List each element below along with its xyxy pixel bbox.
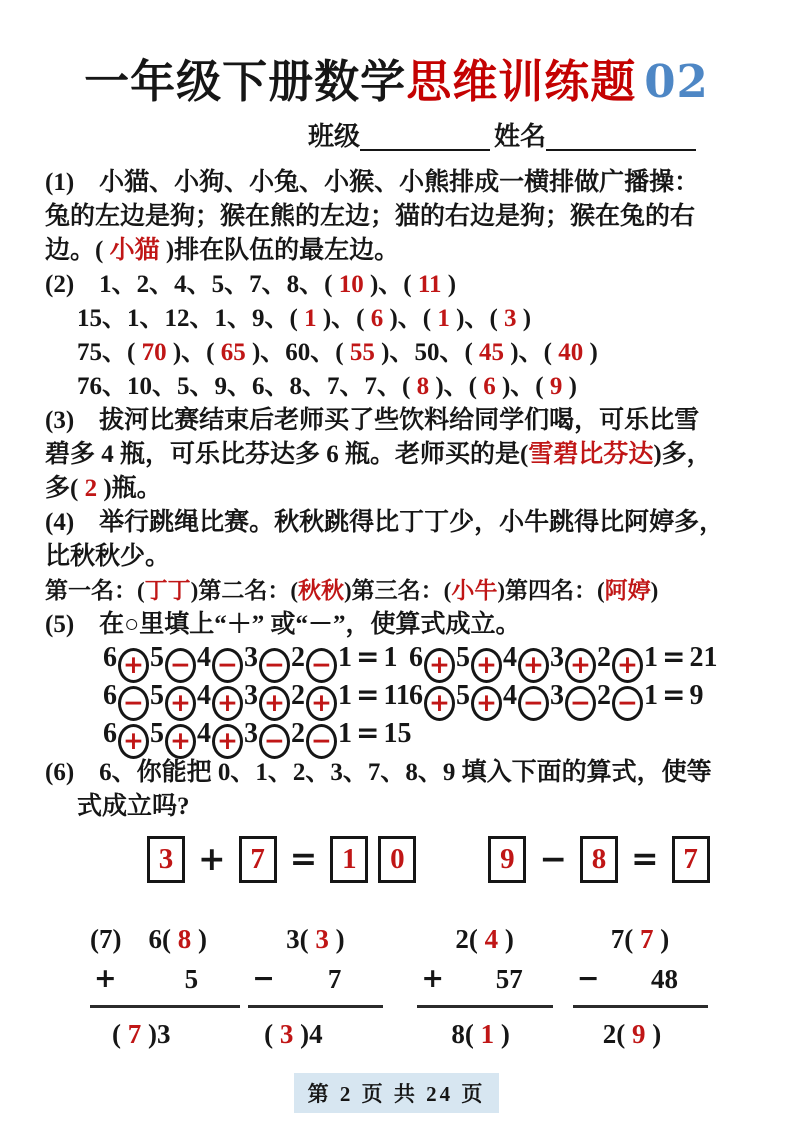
equals-sign: = (356, 677, 380, 711)
equation-number: 6 (103, 641, 117, 673)
answer-box: 0 (378, 836, 416, 883)
static-text: 比秋秋少。 (45, 543, 171, 570)
q6-line-1 (45, 756, 753, 790)
static-text: 碧多 4 瓶，可乐比芬达多 6 瓶。老师买的是( (45, 441, 529, 468)
static-text: ) (191, 924, 207, 954)
operator-sign: − (264, 725, 285, 755)
circled-plus-icon (165, 724, 196, 759)
q2-line-2 (45, 302, 753, 336)
circled-minus-icon (518, 686, 549, 721)
static-text: ) (650, 578, 659, 603)
equation-number: 6 (409, 679, 423, 711)
equation-number: 4 (197, 679, 211, 711)
worksheet-body (45, 166, 753, 1051)
arith-operand: 48 (651, 964, 679, 994)
arith-result-line (573, 1008, 708, 1051)
answer-text: 55 (349, 339, 375, 366)
name-label: 姓名 (494, 122, 547, 151)
answer-box: 1 (330, 836, 368, 883)
static-text: )、( (429, 373, 484, 400)
answer-text: 9 (631, 1019, 646, 1049)
answer-text: 70 (141, 339, 167, 366)
equation-number: 3 (244, 717, 258, 749)
circle-equation (103, 640, 409, 683)
equals-sign: = (289, 839, 318, 878)
static-text: ) (498, 924, 514, 954)
static-text: (2) 1、2、4、5、7、8、( (45, 271, 339, 298)
arith-operator-line (90, 962, 240, 1008)
static-text: (1) 小猫、小狗、小兔、小猴、小熊排成一横排做广播操： (45, 169, 700, 196)
static-text: ) (494, 1019, 510, 1049)
circle-equation (103, 678, 409, 721)
static-text: 2( (455, 924, 485, 954)
answer-text: 阿婷 (604, 578, 651, 603)
static-text: ) (583, 339, 598, 366)
static-text: (4) 举行跳绳比赛。秋秋跳得比丁丁少，小牛跳得比阿婷多， (45, 509, 725, 536)
arith-operand: 7 (327, 964, 342, 994)
static-text: )、( (495, 373, 550, 400)
equation-number: 2 (291, 641, 305, 673)
q5-prompt (45, 608, 753, 642)
q4-line-1 (45, 506, 753, 540)
static-text: )3 (141, 1019, 171, 1049)
equals-sign: = (662, 639, 686, 673)
equation-number: 6 (409, 641, 423, 673)
q2-line-1 (45, 268, 753, 302)
static-text: (3) 拔河比赛结束后老师买了些饮料给同学们喝，可乐比雪 (45, 407, 700, 434)
question-3 (45, 404, 753, 506)
static-text: 7( (610, 924, 640, 954)
circled-plus-icon (118, 724, 149, 759)
operator-sign: + (570, 649, 591, 679)
answer-text: 小牛 (451, 578, 498, 603)
q4-line-3 (45, 574, 753, 608)
equation-number: 1 (644, 679, 658, 711)
page-title (0, 56, 793, 108)
title-red-part: 思维训练题 (406, 57, 637, 107)
arith-operator-line (417, 962, 552, 1008)
q1-line-3 (45, 234, 753, 268)
arith-top-line (573, 922, 708, 956)
arith-operator-line (573, 962, 708, 1008)
operator-sign: − (311, 649, 332, 679)
answer-text: 8 (177, 924, 192, 954)
static-text: )、( (504, 339, 559, 366)
equation-number: 4 (197, 641, 211, 673)
static-text: ) (562, 373, 577, 400)
operator-sign: + (523, 649, 544, 679)
operator-sign: + (170, 725, 191, 755)
equals-sign: = (662, 677, 686, 711)
q5-equation-row-1 (103, 639, 753, 680)
operator-sign: + (217, 725, 238, 755)
circled-minus-icon (612, 686, 643, 721)
operator-sign: + (617, 649, 638, 679)
static-text: ) (653, 924, 670, 954)
equation-number: 2 (291, 679, 305, 711)
q2-line-4 (45, 370, 753, 404)
static-text: )第二名：( (190, 578, 298, 603)
static-text: )、( (449, 305, 505, 332)
equation-number: 5 (150, 679, 164, 711)
answer-text: 6 (370, 305, 384, 332)
equation-number: 21 (689, 641, 718, 673)
equation-number: 2 (597, 641, 611, 673)
operator-sign: − (523, 687, 544, 717)
equation-number: 3 (550, 641, 564, 673)
operator-sign: + (476, 649, 497, 679)
answer-text: 45 (479, 339, 505, 366)
answer-text: 2 (84, 475, 98, 502)
operator-sign: + (217, 687, 238, 717)
static-text: )、( (383, 305, 438, 332)
equation-number: 1 (644, 641, 658, 673)
vertical-arithmetic-column (248, 922, 383, 1051)
answer-text: 10 (338, 271, 364, 298)
static-text: 76、10、5、9、6、8、7、7、( (77, 373, 417, 400)
answer-text: 11 (417, 271, 442, 298)
static-text: 式成立吗? (77, 793, 190, 820)
equation-number: 1 (338, 679, 352, 711)
static-text: )、( (363, 271, 418, 298)
static-text: (6) 6、你能把 0、1、2、3、7、8、9 填入下面的算式，使等 (45, 759, 712, 786)
circled-minus-icon (306, 724, 337, 759)
circled-plus-icon (471, 686, 502, 721)
equation-number: 2 (291, 717, 305, 749)
q3-line-2 (45, 438, 753, 472)
equation-number: 3 (244, 679, 258, 711)
q5-equation-row-2 (103, 677, 753, 718)
plus-sign: + (198, 839, 226, 878)
answer-text: 1 (480, 1019, 495, 1049)
equation-number: 5 (150, 717, 164, 749)
static-text: 75、( (77, 339, 142, 366)
arith-result-line (248, 1008, 383, 1051)
box-equation (147, 836, 416, 883)
static-text: 15、1、12、1、9、( (77, 305, 305, 332)
circle-equation (409, 640, 717, 683)
equation-number: 4 (197, 717, 211, 749)
plus-sign: + (421, 963, 445, 994)
class-blank-field (360, 123, 490, 151)
circled-minus-icon (259, 724, 290, 759)
answer-box: 7 (239, 836, 277, 883)
plus-sign: + (94, 963, 117, 994)
equation-number: 4 (503, 641, 517, 673)
equation-number: 4 (503, 679, 517, 711)
arith-operator-line (248, 962, 383, 1008)
equation-number: 1 (338, 717, 352, 749)
answer-text: 40 (558, 339, 584, 366)
vertical-arithmetic-column (573, 922, 708, 1051)
box-equation (488, 836, 709, 883)
answer-box: 7 (672, 836, 710, 883)
answer-box: 9 (488, 836, 526, 883)
q3-line-3 (45, 472, 753, 506)
arith-result-line (417, 1008, 552, 1051)
static-text: ) (516, 305, 532, 332)
answer-text: 3 (504, 305, 517, 332)
equation-number: 11 (383, 679, 410, 711)
operator-sign: + (429, 687, 450, 717)
equals-sign: = (356, 715, 380, 749)
equation-number: 1 (383, 641, 398, 673)
equals-sign: = (356, 639, 380, 673)
equation-number: 3 (550, 679, 564, 711)
answer-text: 7 (639, 924, 654, 954)
answer-text: 3 (279, 1019, 294, 1049)
arith-top-line (90, 922, 240, 956)
static-text: (7) 6( (90, 924, 178, 954)
circled-plus-icon (212, 724, 243, 759)
q1-line-2 (45, 200, 753, 234)
operator-sign: + (264, 687, 285, 717)
static-text: )、60、( (245, 339, 350, 366)
operator-sign: + (476, 687, 497, 717)
arith-top-line (417, 922, 552, 956)
static-text: 3( (286, 924, 316, 954)
static-text: ( (264, 1019, 280, 1049)
static-text: ( (112, 1019, 128, 1049)
circled-plus-icon (424, 686, 455, 721)
question-2 (45, 268, 753, 404)
operator-sign: − (264, 649, 285, 679)
answer-text: 3 (315, 924, 329, 954)
equation-number: 9 (689, 679, 704, 711)
equation-number: 2 (597, 679, 611, 711)
q1-line-1 (45, 166, 753, 200)
q4-line-2 (45, 540, 753, 574)
static-text: )瓶。 (97, 475, 162, 502)
arith-operand: 5 (184, 964, 199, 994)
operator-sign: + (429, 649, 450, 679)
static-text: )、( (166, 339, 221, 366)
question-4 (45, 506, 753, 608)
static-text: )多， (653, 441, 712, 468)
minus-sign: − (252, 963, 275, 994)
equation-number: 6 (103, 717, 117, 749)
answer-text: 1 (304, 305, 317, 332)
operator-sign: + (311, 687, 332, 717)
static-text: ) (328, 924, 345, 954)
equation-number: 6 (103, 679, 117, 711)
equals-sign: = (630, 839, 659, 878)
answer-text: 8 (416, 373, 430, 400)
static-text: 第一名：( (45, 578, 145, 603)
circled-minus-icon (565, 686, 596, 721)
operator-sign: − (617, 687, 638, 717)
circle-equation (103, 715, 412, 759)
operator-sign: + (123, 725, 144, 755)
answer-text: 4 (484, 924, 499, 954)
operator-sign: + (170, 687, 191, 717)
operator-sign: − (170, 649, 191, 679)
static-text: )、( (316, 305, 371, 332)
static-text: )4 (293, 1019, 323, 1049)
static-text: (5) 在○里填上“＋” 或“－”，使算式成立。 (45, 611, 521, 638)
answer-box: 3 (147, 836, 185, 883)
arith-top-line (248, 922, 383, 956)
equation-number: 5 (456, 641, 470, 673)
operator-sign: − (123, 687, 144, 717)
q6-box-equations-row (147, 832, 753, 886)
equation-number: 3 (244, 641, 258, 673)
answer-text: 丁丁 (144, 578, 191, 603)
equation-number: 5 (150, 641, 164, 673)
static-text: 2( (602, 1019, 632, 1049)
q3-line-1 (45, 404, 753, 438)
static-text: 边。( (45, 237, 110, 264)
title-black-part: 一年级下册数学 (84, 57, 407, 107)
answer-text: 65 (220, 339, 246, 366)
question-1 (45, 166, 753, 268)
vertical-arithmetic-column (90, 922, 240, 1051)
answer-text: 9 (549, 373, 563, 400)
answer-text: 1 (437, 305, 450, 332)
operator-sign: − (570, 687, 591, 717)
equation-number: 1 (338, 641, 352, 673)
operator-sign: + (123, 649, 144, 679)
circle-equation (409, 678, 703, 721)
answer-text: 7 (127, 1019, 142, 1049)
vertical-arithmetic-column (417, 922, 552, 1051)
q6-line-2 (45, 790, 753, 824)
static-text: )第三名：( (344, 578, 452, 603)
question-6 (45, 756, 753, 886)
title-number: 02 (644, 55, 709, 108)
static-text: )第四名：( (497, 578, 605, 603)
name-blank-field (546, 123, 696, 151)
static-text: 8( (451, 1019, 481, 1049)
equation-number: 5 (456, 679, 470, 711)
static-text: ) (645, 1019, 662, 1049)
static-text: 多( (45, 475, 85, 502)
operator-sign: − (311, 725, 332, 755)
answer-box: 8 (580, 836, 618, 883)
minus-sign: − (539, 839, 567, 878)
static-text: 兔的左边是狗；猴在熊的左边；猫的右边是狗；猴在兔的右 (45, 203, 696, 230)
answer-text: 6 (483, 373, 496, 400)
page-footer: 第 2 页 共 24 页 (294, 1073, 500, 1113)
static-text: )排在队伍的最左边。 (159, 237, 400, 264)
student-info-row (308, 116, 793, 154)
q5-equation-row-3 (103, 715, 753, 756)
minus-sign: − (576, 963, 600, 994)
question-7 (90, 922, 708, 1051)
operator-sign: − (217, 649, 238, 679)
static-text: )、50、( (374, 339, 480, 366)
answer-text: 秋秋 (298, 578, 344, 603)
arith-operand: 57 (495, 964, 523, 994)
arith-result-line (90, 1008, 240, 1051)
answer-text: 雪碧比芬达 (528, 441, 654, 468)
question-5 (45, 608, 753, 756)
class-label: 班级 (308, 122, 361, 151)
q2-line-3 (45, 336, 753, 370)
static-text: ) (441, 271, 457, 298)
answer-text: 小猫 (109, 237, 160, 264)
footer-row (0, 1073, 793, 1113)
equation-number: 15 (383, 717, 412, 749)
